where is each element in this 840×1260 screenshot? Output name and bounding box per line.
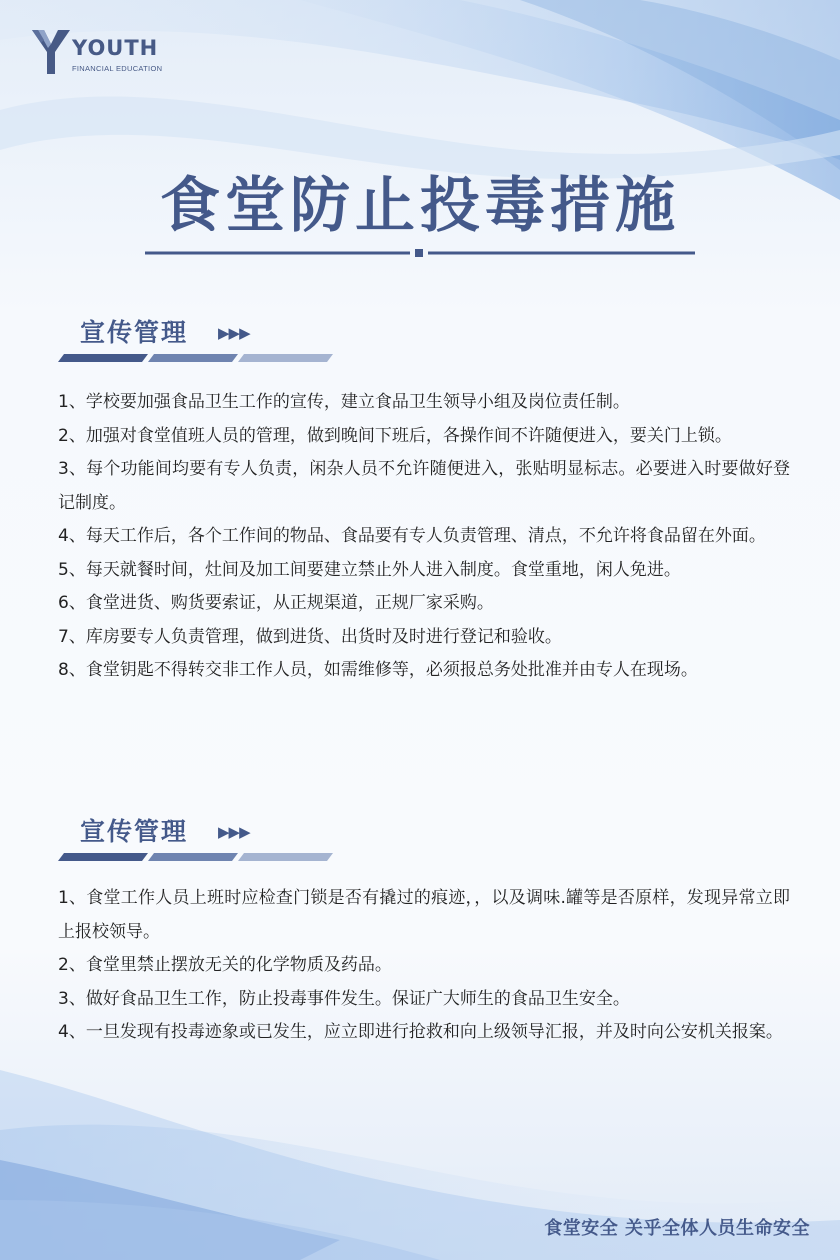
section-2-underline — [58, 853, 333, 861]
section-1-underline — [58, 354, 333, 362]
footer-slogan: 食堂安全 关乎全体人员生命安全 — [544, 1218, 810, 1239]
list-item: 7、库房要专人负责管理，做到进货、出货时及时进行登记和验收。 — [58, 626, 562, 647]
title-divider — [145, 246, 695, 260]
brand-logo — [30, 26, 180, 78]
list-item: 4、一旦发现有投毒迹象或已发生，应立即进行抢救和向上级领导汇报，并及时向公安机关报案。 — [58, 1022, 783, 1042]
logo-y-icon — [30, 26, 72, 78]
list-item: 3、每个功能间均要有专人负责，闲杂人员不允许随便进入，张贴明显标志。必要进入时要做好登记制度。 — [58, 459, 790, 513]
list-item: 2、加强对食堂值班人员的管理，做到晚间下班后，各操作间不许随便进入，要关门上锁。 — [58, 425, 732, 446]
section-2-header — [58, 815, 338, 875]
section-1-arrows-icon: ▶▶▶ — [218, 324, 250, 342]
section-1-title: 宣传管理 — [80, 318, 189, 347]
list-item: 1、学校要加强食品卫生工作的宣传，建立食品卫生领导小组及岗位责任制。 — [58, 392, 630, 412]
list-item: 5、每天就餐时间，灶间及加工间要建立禁止外人进入制度。食堂重地，闲人免进。 — [58, 559, 681, 580]
brand-tagline: FINANCIAL EDUCATION — [72, 64, 163, 73]
list-item: 6、食堂进货、购货要索证，从正规渠道，正规厂家采购。 — [58, 593, 494, 613]
list-item: 2、食堂里禁止摆放无关的化学物质及药品。 — [58, 955, 392, 975]
list-item: 3、做好食品卫生工作，防止投毒事件发生。保证广大师生的食品卫生安全。 — [58, 988, 630, 1009]
section-1-list — [58, 386, 790, 688]
section-2-list — [58, 882, 790, 1050]
list-item: 1、食堂工作人员上班时应检查门锁是否有撬过的痕迹，，以及调味.罐等是否原样，发现异常立即上报校领导。 — [58, 888, 790, 942]
section-1-header — [58, 316, 338, 376]
list-item: 4、每天工作后，各个工作间的物品、食品要有专人负责管理、清点，不允许将食品留在外面。 — [58, 526, 766, 546]
page-title: 食堂防止投毒措施 — [160, 171, 680, 241]
section-2-arrows-icon: ▶▶▶ — [218, 823, 250, 841]
brand-name: YOUTH — [72, 36, 159, 60]
section-2-title: 宣传管理 — [80, 817, 189, 846]
list-item: 8、食堂钥匙不得转交非工作人员，如需维修等，必须报总务处批准并由专人在现场。 — [58, 660, 698, 680]
